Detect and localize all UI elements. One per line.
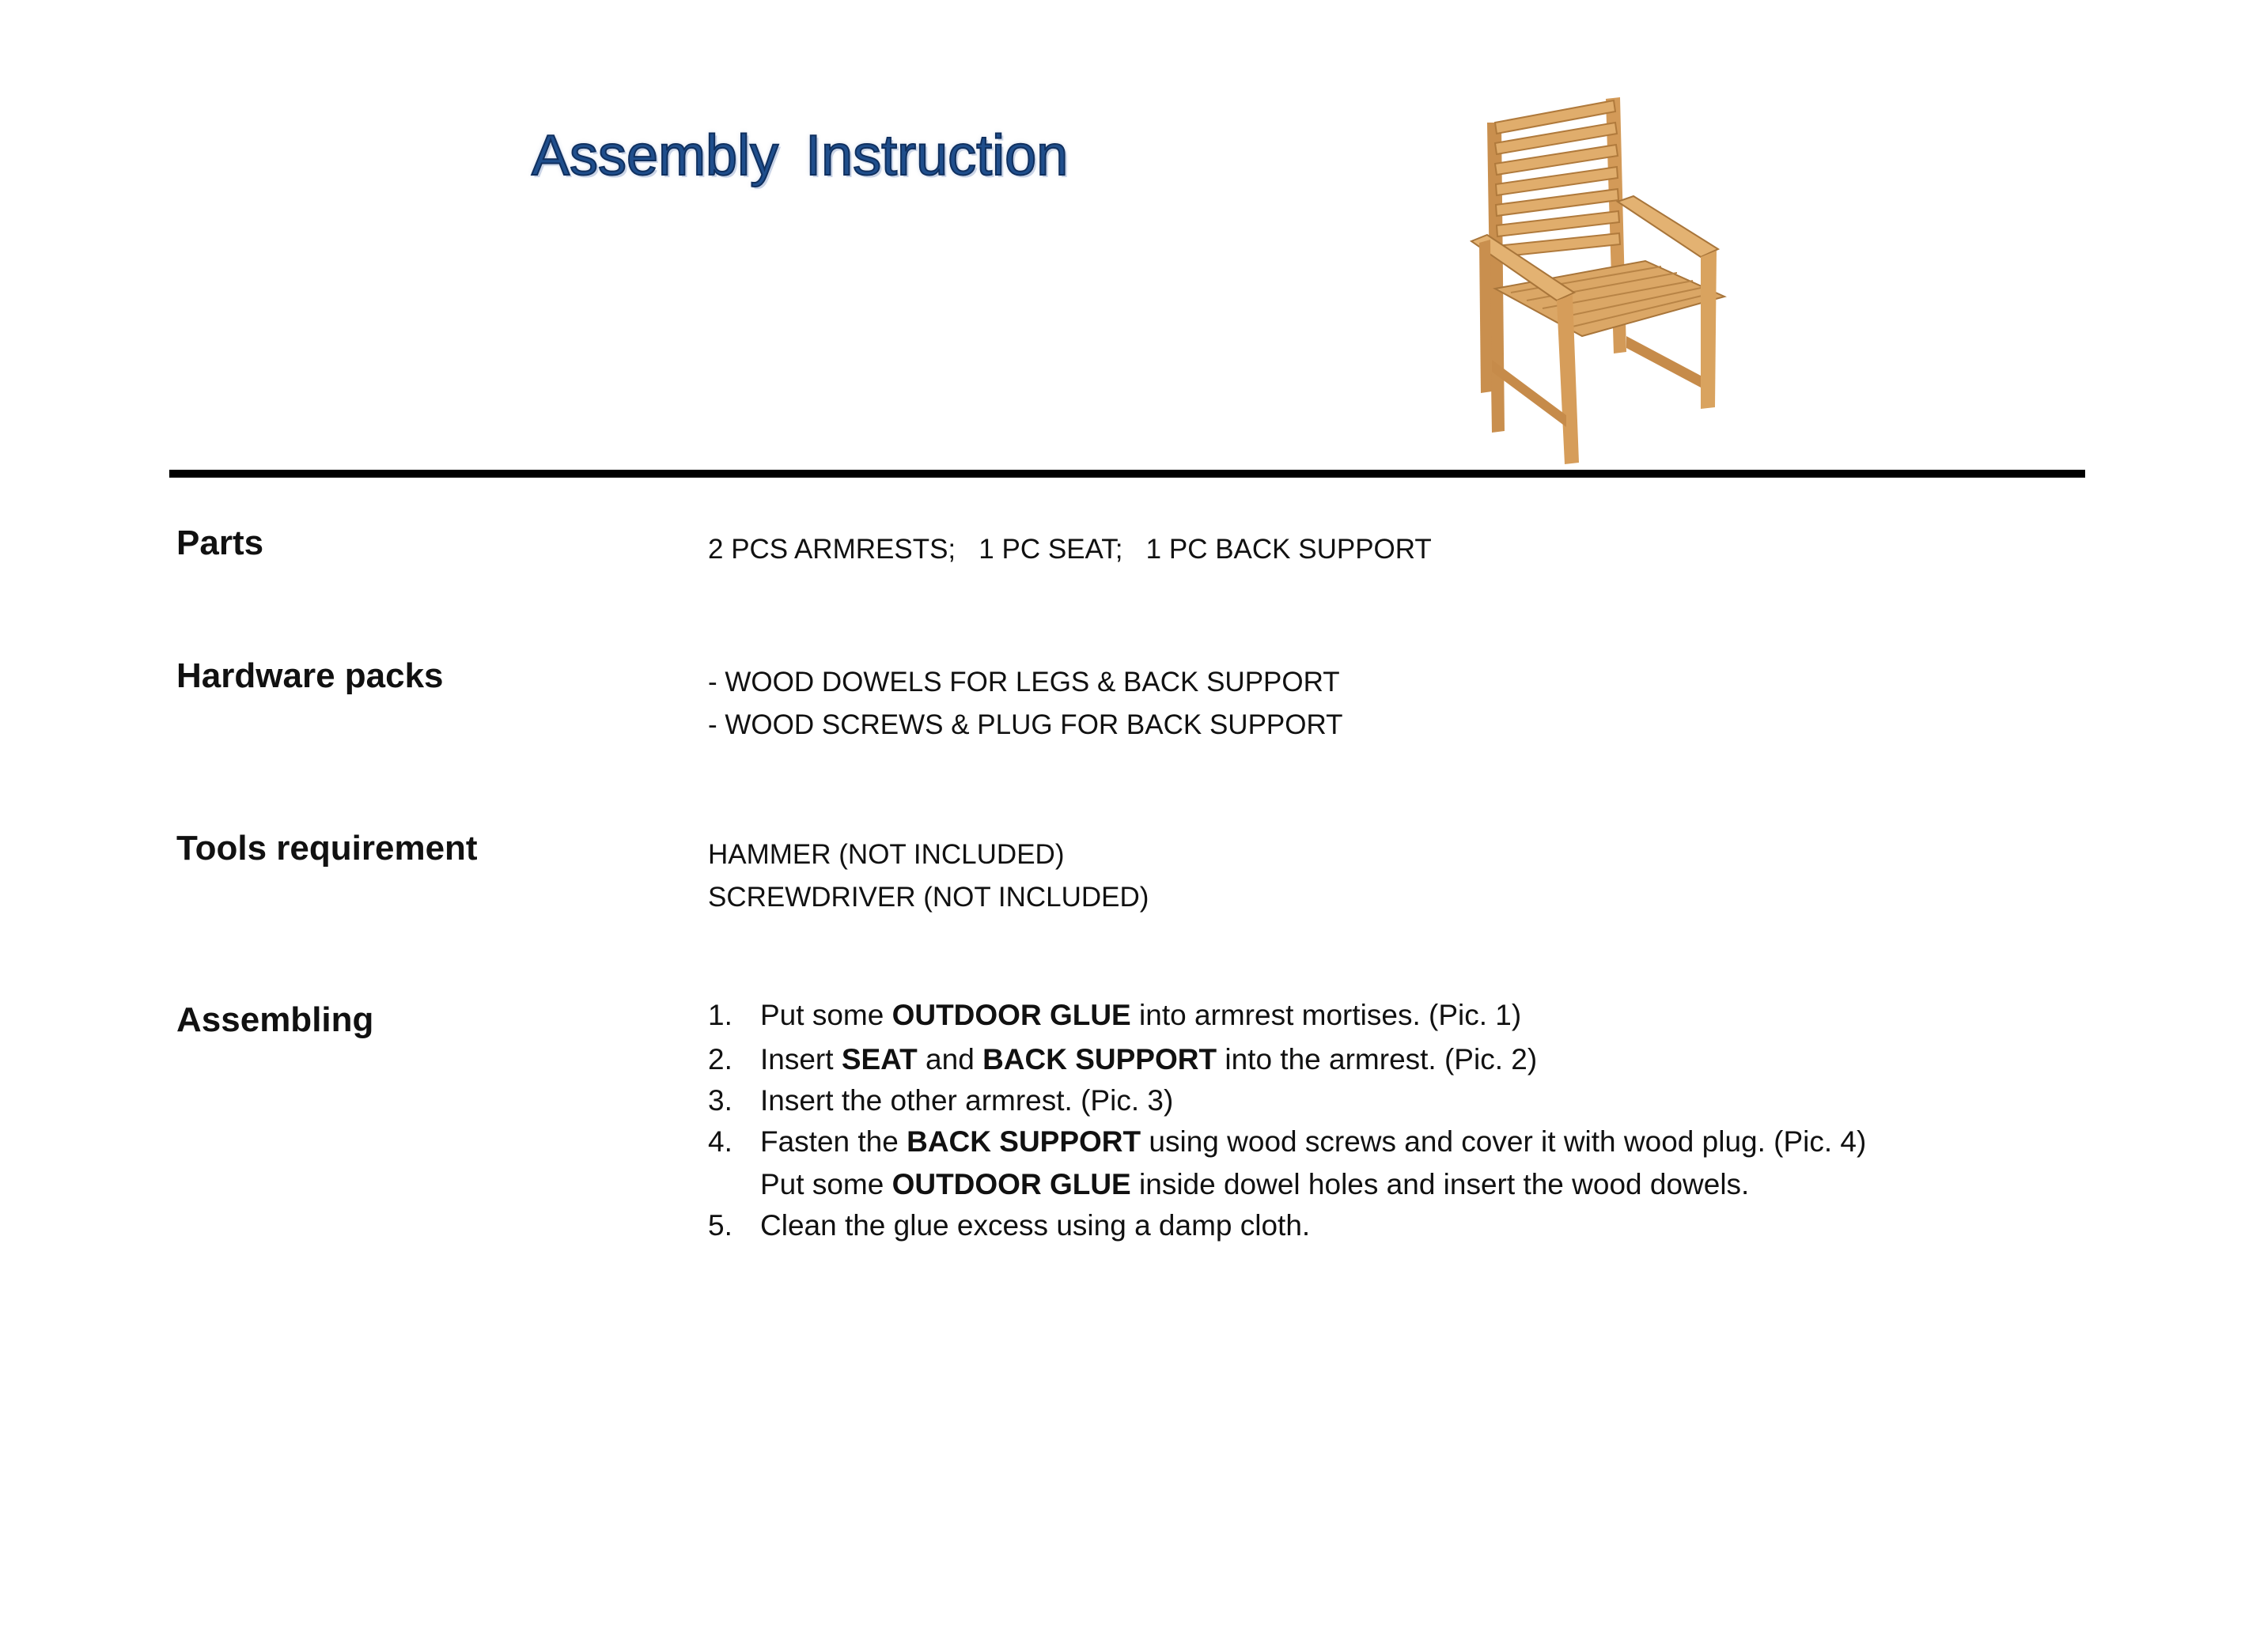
tools-line-2: SCREWDRIVER (NOT INCLUDED) xyxy=(708,882,1149,913)
chair-image xyxy=(1463,91,1764,471)
divider xyxy=(169,470,2085,478)
hardware-line-2: - WOOD SCREWS & PLUG FOR BACK SUPPORT xyxy=(708,709,1343,740)
parts-label: Parts xyxy=(176,524,264,562)
tools-line-1: HAMMER (NOT INCLUDED) xyxy=(708,839,1065,870)
hardware-label: Hardware packs xyxy=(176,656,444,695)
page-title: Assembly Instruction xyxy=(532,124,1069,187)
hardware-line-1: - WOOD DOWELS FOR LEGS & BACK SUPPORT xyxy=(708,667,1340,697)
tools-label: Tools requirement xyxy=(176,829,478,868)
parts-value: 2 PCS ARMRESTS; 1 PC SEAT; 1 PC BACK SUPPORT xyxy=(708,534,1432,565)
assembling-label: Assembling xyxy=(176,1000,374,1039)
